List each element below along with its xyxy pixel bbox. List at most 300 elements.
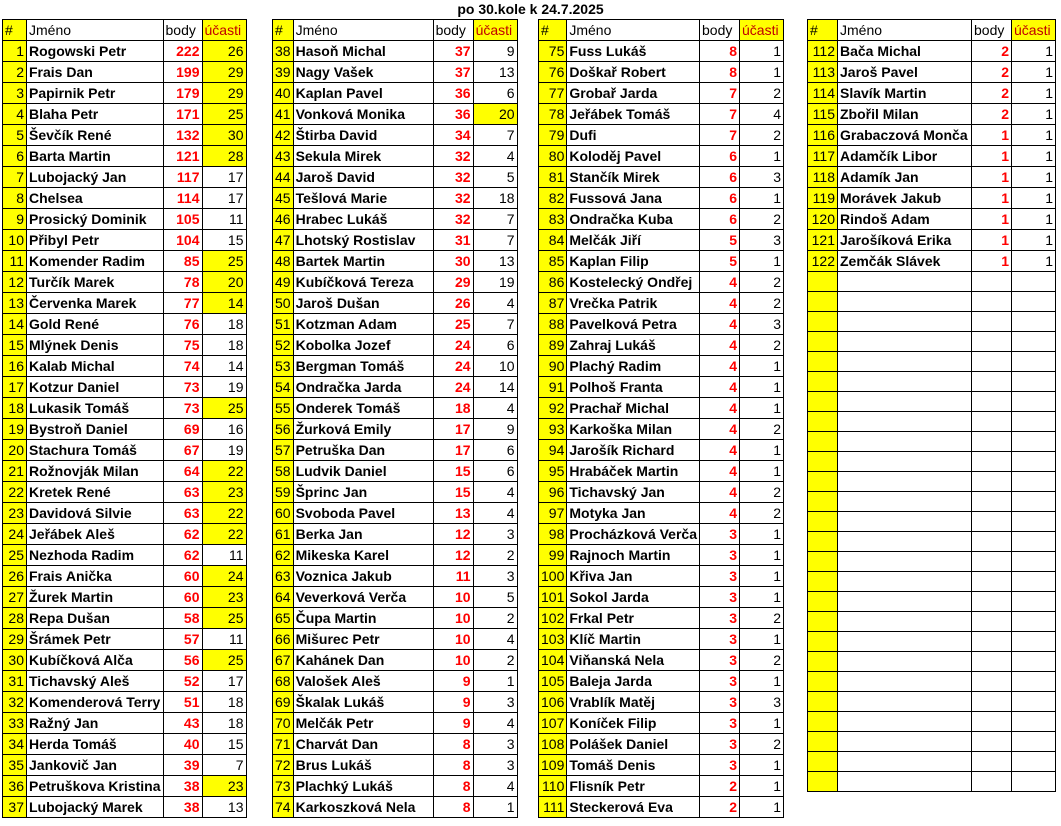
header-name: Jméno xyxy=(293,20,433,41)
cell-attendance: 1 xyxy=(740,776,784,797)
cell-points: 105 xyxy=(163,209,202,230)
cell-points xyxy=(972,772,1012,792)
cell-points: 132 xyxy=(163,125,202,146)
cell-rank: 75 xyxy=(539,41,567,62)
header-row xyxy=(539,20,784,41)
cell-attendance: 1 xyxy=(740,188,784,209)
cell-rank: 77 xyxy=(539,83,567,104)
table-row xyxy=(539,209,784,230)
table-row xyxy=(273,587,518,608)
cell-attendance xyxy=(1012,292,1056,312)
cell-name xyxy=(838,772,972,792)
cell-points xyxy=(972,712,1012,732)
table-row xyxy=(539,272,784,293)
cell-attendance xyxy=(1012,372,1056,392)
cell-attendance: 3 xyxy=(740,692,784,713)
table-row xyxy=(273,230,518,251)
cell-name: Slavík Martin xyxy=(838,83,972,104)
cell-name: Procházková Verča xyxy=(567,524,700,545)
cell-rank: 54 xyxy=(273,377,294,398)
cell-rank: 93 xyxy=(539,419,567,440)
cell-name xyxy=(838,692,972,712)
cell-attendance xyxy=(1012,272,1056,292)
cell-rank: 18 xyxy=(3,398,27,419)
cell-points xyxy=(972,492,1012,512)
cell-name xyxy=(838,632,972,652)
table-row xyxy=(808,332,1056,352)
cell-name xyxy=(838,312,972,332)
cell-name: Koníček Filip xyxy=(567,713,700,734)
cell-rank: 84 xyxy=(539,230,567,251)
cell-name: Svoboda Pavel xyxy=(293,503,433,524)
cell-points: 60 xyxy=(163,566,202,587)
table-row xyxy=(808,532,1056,552)
cell-points: 29 xyxy=(433,272,473,293)
cell-name: Frais Anička xyxy=(27,566,164,587)
cell-name xyxy=(838,572,972,592)
cell-rank: 62 xyxy=(273,545,294,566)
cell-name: Sokol Jarda xyxy=(567,587,700,608)
table-row xyxy=(273,146,518,167)
cell-attendance: 1 xyxy=(740,440,784,461)
cell-name: Voznica Jakub xyxy=(293,566,433,587)
cell-attendance: 7 xyxy=(202,755,246,776)
cell-rank: 108 xyxy=(539,734,567,755)
cell-attendance: 18 xyxy=(473,188,517,209)
cell-points: 17 xyxy=(433,440,473,461)
cell-rank: 7 xyxy=(3,167,27,188)
cell-name: Polhoš Franta xyxy=(567,377,700,398)
cell-rank: 17 xyxy=(3,377,27,398)
cell-attendance: 22 xyxy=(202,461,246,482)
cell-name: Kaplan Pavel xyxy=(293,83,433,104)
cell-attendance: 29 xyxy=(202,62,246,83)
cell-points: 30 xyxy=(433,251,473,272)
table-row xyxy=(273,419,518,440)
cell-rank: 100 xyxy=(539,566,567,587)
cell-attendance: 3 xyxy=(473,692,517,713)
table-row xyxy=(273,734,518,755)
cell-points: 6 xyxy=(700,188,740,209)
cell-points: 3 xyxy=(700,713,740,734)
table-row xyxy=(539,545,784,566)
cell-attendance: 1 xyxy=(740,62,784,83)
cell-points: 4 xyxy=(700,419,740,440)
cell-attendance: 4 xyxy=(740,104,784,125)
cell-points: 32 xyxy=(433,167,473,188)
table-row xyxy=(3,755,247,776)
cell-rank xyxy=(808,412,838,432)
cell-rank xyxy=(808,592,838,612)
cell-points xyxy=(972,592,1012,612)
cell-name: Šrámek Petr xyxy=(27,629,164,650)
cell-attendance: 14 xyxy=(202,356,246,377)
cell-rank xyxy=(808,312,838,332)
table-row xyxy=(808,251,1056,272)
cell-rank: 26 xyxy=(3,566,27,587)
cell-points: 10 xyxy=(433,650,473,671)
cell-attendance: 2 xyxy=(740,83,784,104)
table-row xyxy=(3,104,247,125)
table-row xyxy=(808,272,1056,292)
cell-attendance xyxy=(1012,772,1056,792)
cell-name: Zemčák Slávek xyxy=(838,251,972,272)
cell-points: 4 xyxy=(700,293,740,314)
cell-attendance xyxy=(1012,392,1056,412)
cell-rank xyxy=(808,612,838,632)
cell-rank: 113 xyxy=(808,62,838,83)
cell-name: Lukasik Tomáš xyxy=(27,398,164,419)
cell-name: Ražný Jan xyxy=(27,713,164,734)
cell-rank: 42 xyxy=(273,125,294,146)
cell-name: Charvát Dan xyxy=(293,734,433,755)
cell-name: Žurková Emily xyxy=(293,419,433,440)
table-row xyxy=(808,209,1056,230)
cell-attendance xyxy=(1012,452,1056,472)
header-name: Jméno xyxy=(27,20,164,41)
cell-rank: 13 xyxy=(3,293,27,314)
table-row xyxy=(3,587,247,608)
cell-attendance: 17 xyxy=(202,188,246,209)
cell-points: 24 xyxy=(433,356,473,377)
cell-rank: 117 xyxy=(808,146,838,167)
cell-name: Zahraj Lukáš xyxy=(567,335,700,356)
header-attendance: účasti xyxy=(1012,20,1056,41)
cell-rank: 104 xyxy=(539,650,567,671)
cell-attendance: 13 xyxy=(473,251,517,272)
standings-table-2 xyxy=(272,19,518,818)
table-row xyxy=(273,272,518,293)
cell-points: 64 xyxy=(163,461,202,482)
cell-attendance: 2 xyxy=(740,608,784,629)
cell-rank: 80 xyxy=(539,146,567,167)
cell-name: Kahánek Dan xyxy=(293,650,433,671)
cell-points: 3 xyxy=(700,692,740,713)
cell-name: Rindoš Adam xyxy=(838,209,972,230)
cell-points: 1 xyxy=(972,230,1012,251)
cell-points: 222 xyxy=(163,41,202,62)
cell-name: Grabaczová Mončа xyxy=(838,125,972,146)
cell-points: 3 xyxy=(700,650,740,671)
cell-attendance: 4 xyxy=(473,293,517,314)
cell-points: 4 xyxy=(700,377,740,398)
table-row xyxy=(539,608,784,629)
table-row xyxy=(808,592,1056,612)
cell-rank: 74 xyxy=(273,797,294,818)
cell-points: 2 xyxy=(700,797,740,818)
cell-name: Tešlová Marie xyxy=(293,188,433,209)
cell-rank: 32 xyxy=(3,692,27,713)
cell-attendance: 3 xyxy=(473,566,517,587)
table-row xyxy=(3,734,247,755)
cell-points: 2 xyxy=(972,104,1012,125)
cell-rank: 52 xyxy=(273,335,294,356)
cell-rank: 99 xyxy=(539,545,567,566)
cell-points xyxy=(972,472,1012,492)
cell-attendance: 1 xyxy=(740,398,784,419)
cell-attendance: 2 xyxy=(473,608,517,629)
cell-rank: 65 xyxy=(273,608,294,629)
cell-rank: 55 xyxy=(273,398,294,419)
cell-points: 78 xyxy=(163,272,202,293)
cell-attendance: 11 xyxy=(202,629,246,650)
cell-rank: 48 xyxy=(273,251,294,272)
cell-rank: 25 xyxy=(3,545,27,566)
cell-points: 4 xyxy=(700,440,740,461)
cell-name: Bystroň Daniel xyxy=(27,419,164,440)
cell-attendance xyxy=(1012,652,1056,672)
cell-name: Bača Michal xyxy=(838,41,972,62)
cell-attendance: 22 xyxy=(202,503,246,524)
cell-name: Stachura Tomáš xyxy=(27,440,164,461)
cell-name xyxy=(838,432,972,452)
table-row xyxy=(3,83,247,104)
cell-name: Stančík Mirek xyxy=(567,167,700,188)
cell-attendance: 18 xyxy=(202,713,246,734)
cell-points: 32 xyxy=(433,209,473,230)
cell-name xyxy=(838,452,972,472)
header-attendance: účasti xyxy=(473,20,517,41)
cell-rank: 31 xyxy=(3,671,27,692)
cell-name: Petruška Dan xyxy=(293,440,433,461)
cell-points: 36 xyxy=(433,104,473,125)
cell-name: Fussová Jana xyxy=(567,188,700,209)
table-row xyxy=(3,209,247,230)
cell-rank: 94 xyxy=(539,440,567,461)
cell-name: Jeřábek Aleš xyxy=(27,524,164,545)
table-row xyxy=(3,377,247,398)
cell-attendance: 9 xyxy=(473,419,517,440)
cell-points: 36 xyxy=(433,83,473,104)
cell-attendance: 3 xyxy=(473,734,517,755)
cell-name: Grobař Jarda xyxy=(567,83,700,104)
cell-name: Přibyl Petr xyxy=(27,230,164,251)
cell-name: Plachý Radim xyxy=(567,356,700,377)
cell-points: 37 xyxy=(433,62,473,83)
table-row xyxy=(273,83,518,104)
cell-rank: 44 xyxy=(273,167,294,188)
cell-rank: 49 xyxy=(273,272,294,293)
cell-points: 15 xyxy=(433,461,473,482)
cell-points: 40 xyxy=(163,734,202,755)
table-row xyxy=(3,356,247,377)
cell-rank xyxy=(808,652,838,672)
table-row xyxy=(3,503,247,524)
header-points: body xyxy=(433,20,473,41)
table-row xyxy=(3,461,247,482)
cell-attendance: 25 xyxy=(202,398,246,419)
cell-points: 25 xyxy=(433,314,473,335)
cell-name: Chelsea xyxy=(27,188,164,209)
cell-name: Valošek Aleš xyxy=(293,671,433,692)
cell-name: Frkal Petr xyxy=(567,608,700,629)
cell-attendance: 10 xyxy=(473,356,517,377)
cell-rank: 43 xyxy=(273,146,294,167)
cell-attendance: 19 xyxy=(202,440,246,461)
cell-attendance: 1 xyxy=(740,629,784,650)
cell-attendance: 6 xyxy=(473,83,517,104)
cell-name: Melčák Jiří xyxy=(567,230,700,251)
table-row xyxy=(539,83,784,104)
table-row xyxy=(539,524,784,545)
cell-attendance: 2 xyxy=(740,125,784,146)
table-row xyxy=(808,472,1056,492)
cell-name xyxy=(838,492,972,512)
table-row xyxy=(3,524,247,545)
cell-attendance: 6 xyxy=(473,335,517,356)
table-row xyxy=(808,632,1056,652)
cell-rank: 115 xyxy=(808,104,838,125)
table-row xyxy=(808,452,1056,472)
table-row xyxy=(539,776,784,797)
cell-attendance: 30 xyxy=(202,125,246,146)
cell-points: 75 xyxy=(163,335,202,356)
cell-rank: 28 xyxy=(3,608,27,629)
cell-points: 85 xyxy=(163,251,202,272)
cell-attendance: 2 xyxy=(740,419,784,440)
cell-name: Adamčík Libor xyxy=(838,146,972,167)
cell-name: Hrabáček Martin xyxy=(567,461,700,482)
cell-points: 73 xyxy=(163,398,202,419)
cell-name: Turčík Marek xyxy=(27,272,164,293)
cell-rank: 111 xyxy=(539,797,567,818)
cell-attendance xyxy=(1012,752,1056,772)
table-row xyxy=(3,713,247,734)
cell-rank: 37 xyxy=(3,797,27,818)
cell-name: Kalab Michal xyxy=(27,356,164,377)
cell-name: Jarošík Richard xyxy=(567,440,700,461)
cell-rank: 45 xyxy=(273,188,294,209)
cell-points: 4 xyxy=(700,461,740,482)
cell-points xyxy=(972,672,1012,692)
cell-name xyxy=(838,552,972,572)
cell-points: 56 xyxy=(163,650,202,671)
table-row xyxy=(539,461,784,482)
header-row xyxy=(3,20,247,41)
cell-attendance: 3 xyxy=(473,755,517,776)
cell-points: 179 xyxy=(163,83,202,104)
table-row xyxy=(808,230,1056,251)
table-row xyxy=(808,392,1056,412)
header-num: # xyxy=(808,20,838,41)
standings-table-4 xyxy=(807,19,1056,792)
header-attendance: účasti xyxy=(202,20,246,41)
cell-name xyxy=(838,352,972,372)
cell-rank: 69 xyxy=(273,692,294,713)
cell-points: 8 xyxy=(433,755,473,776)
table-row xyxy=(3,41,247,62)
cell-name: Davidová Silvie xyxy=(27,503,164,524)
cell-points: 12 xyxy=(433,524,473,545)
cell-rank: 102 xyxy=(539,608,567,629)
table-row xyxy=(808,672,1056,692)
cell-rank: 11 xyxy=(3,251,27,272)
cell-name xyxy=(838,332,972,352)
cell-attendance xyxy=(1012,712,1056,732)
table-row xyxy=(539,650,784,671)
cell-rank: 73 xyxy=(273,776,294,797)
cell-rank: 64 xyxy=(273,587,294,608)
table-row xyxy=(808,146,1056,167)
cell-name xyxy=(838,512,972,532)
cell-rank: 82 xyxy=(539,188,567,209)
cell-name: Repa Dušan xyxy=(27,608,164,629)
table-row xyxy=(808,772,1056,792)
table-row xyxy=(539,566,784,587)
table-row xyxy=(273,797,518,818)
cell-attendance: 4 xyxy=(473,776,517,797)
cell-name: Frais Dan xyxy=(27,62,164,83)
cell-attendance: 26 xyxy=(202,41,246,62)
cell-attendance xyxy=(1012,472,1056,492)
table-row xyxy=(539,482,784,503)
cell-attendance: 2 xyxy=(740,335,784,356)
header-num: # xyxy=(3,20,27,41)
cell-rank: 110 xyxy=(539,776,567,797)
cell-points xyxy=(972,652,1012,672)
cell-points: 8 xyxy=(433,776,473,797)
cell-attendance: 1 xyxy=(1012,251,1056,272)
table-row xyxy=(539,314,784,335)
cell-name: Jeřábek Tomáš xyxy=(567,104,700,125)
cell-attendance: 1 xyxy=(740,524,784,545)
cell-points xyxy=(972,512,1012,532)
cell-rank: 30 xyxy=(3,650,27,671)
cell-name: Hasoň Michal xyxy=(293,41,433,62)
cell-points: 5 xyxy=(700,230,740,251)
cell-attendance: 25 xyxy=(202,251,246,272)
cell-attendance: 18 xyxy=(202,314,246,335)
table-row xyxy=(808,692,1056,712)
cell-name: Dufi xyxy=(567,125,700,146)
cell-points xyxy=(972,292,1012,312)
cell-attendance: 15 xyxy=(202,230,246,251)
cell-name: Steckerová Eva xyxy=(567,797,700,818)
cell-rank: 12 xyxy=(3,272,27,293)
cell-rank: 66 xyxy=(273,629,294,650)
cell-name: Křiva Jan xyxy=(567,566,700,587)
cell-rank: 112 xyxy=(808,41,838,62)
table-row xyxy=(539,629,784,650)
cell-points xyxy=(972,552,1012,572)
cell-name: Hrabec Lukáš xyxy=(293,209,433,230)
cell-rank: 3 xyxy=(3,83,27,104)
table-row xyxy=(273,482,518,503)
cell-attendance: 25 xyxy=(202,608,246,629)
cell-attendance: 13 xyxy=(202,797,246,818)
table-row xyxy=(808,292,1056,312)
table-row xyxy=(3,62,247,83)
cell-attendance: 6 xyxy=(473,440,517,461)
cell-rank: 20 xyxy=(3,440,27,461)
cell-attendance: 19 xyxy=(473,272,517,293)
cell-rank: 46 xyxy=(273,209,294,230)
cell-points: 121 xyxy=(163,146,202,167)
cell-rank xyxy=(808,572,838,592)
cell-attendance: 2 xyxy=(740,503,784,524)
table-row xyxy=(539,713,784,734)
cell-attendance: 1 xyxy=(740,797,784,818)
cell-points: 1 xyxy=(972,167,1012,188)
cell-name: Nezhoda Radim xyxy=(27,545,164,566)
table-row xyxy=(273,293,518,314)
cell-points: 6 xyxy=(700,146,740,167)
cell-rank xyxy=(808,632,838,652)
cell-name: Prachař Michal xyxy=(567,398,700,419)
cell-attendance: 18 xyxy=(202,335,246,356)
cell-points: 4 xyxy=(700,398,740,419)
cell-name: Kubíčková Tereza xyxy=(293,272,433,293)
